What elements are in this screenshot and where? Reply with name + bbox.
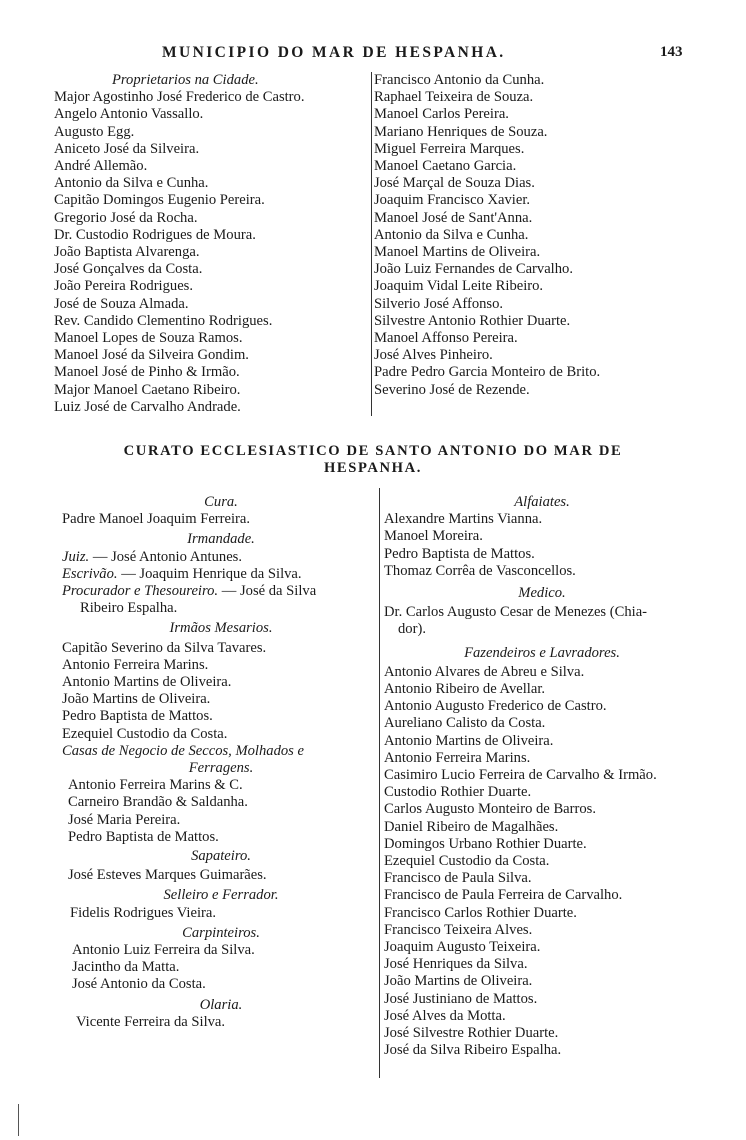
proprietario-name: José Gonçalves da Costa. <box>54 261 203 278</box>
proprietario-name: Manoel José da Silveira Gondim. <box>54 347 249 364</box>
casas-list <box>62 777 380 846</box>
proprietario-name: Joaquim Vidal Leite Ribeiro. <box>374 278 544 295</box>
proprietarios-list-right <box>374 72 704 399</box>
casa-negocio-name: Carneiro Brandão & Saldanha. <box>68 794 248 811</box>
proprietario-name: André Allemão. <box>54 158 148 175</box>
fazendeiro-name: Domingos Urbano Rothier Duarte. <box>384 835 587 852</box>
proprietario-name: Manoel Martins de Oliveira. <box>374 244 541 261</box>
fazendeiro-name: Casimiro Lucio Ferreira de Carvalho & Irmão. <box>384 767 657 784</box>
curato-left-column <box>62 494 380 1031</box>
sapateiro-heading: Sapateiro. <box>191 848 251 865</box>
proprietario-name: Silvestre Antonio Rothier Duarte. <box>374 312 571 329</box>
proprietario-name: Luiz José de Carvalho Andrade. <box>54 398 241 415</box>
fazendeiro-name: José Henriques da Silva. <box>384 956 528 973</box>
irmandade-heading: Irmandade. <box>187 531 255 548</box>
selleiro-heading: Selleiro e Ferrador. <box>163 887 279 904</box>
fazendeiros-list <box>384 664 700 1060</box>
proprietario-name: Joaquim Francisco Xavier. <box>374 192 531 209</box>
cura-name: Padre Manoel Joaquim Ferreira. <box>62 511 251 528</box>
fazendeiros-heading: Fazendeiros e Lavradores. <box>464 644 620 661</box>
mesarios-list <box>62 640 380 743</box>
cura-heading: Cura. <box>204 494 238 510</box>
proprietarios-heading: Proprietarios na Cidade. <box>112 72 259 88</box>
margin-mark <box>18 1104 19 1136</box>
casa-negocio-name: Antonio Ferreira Marins & C. <box>68 777 243 794</box>
proprietarios-right-column <box>374 72 704 399</box>
proprietario-name: Capitão Domingos Eugenio Pereira. <box>54 192 265 209</box>
page-title: MUNICIPIO DO MAR DE HESPANHA. <box>162 44 506 61</box>
proprietario-name: José de Souza Almada. <box>54 295 189 312</box>
mesario-name: Ezequiel Custodio da Costa. <box>62 725 228 742</box>
fazendeiro-name: José Silvestre Rothier Duarte. <box>384 1025 559 1042</box>
fazendeiro-name: Francisco Carlos Rothier Duarte. <box>384 904 577 921</box>
fazendeiro-name: José Alves da Motta. <box>384 1007 506 1024</box>
proprietario-name: Manoel José de Pinho & Irmão. <box>54 364 240 381</box>
fazendeiro-name: Antonio Ferreira Marins. <box>384 749 531 766</box>
sapateiro-name: José Esteves Marques Guimarães. <box>68 867 267 884</box>
mesario-name: João Martins de Oliveira. <box>62 691 211 708</box>
proprietario-name: Manoel Affonso Pereira. <box>374 330 518 347</box>
mesario-name: Capitão Severino da Silva Tavares. <box>62 639 267 656</box>
selleiro-name: Fidelis Rodrigues Vieira. <box>70 904 216 921</box>
fazendeiro-name: Francisco de Paula Silva. <box>384 870 532 887</box>
proprietario-name: Antonio da Silva e Cunha. <box>374 226 529 243</box>
proprietario-name: João Pereira Rodrigues. <box>54 278 194 295</box>
fazendeiro-name: Custodio Rothier Duarte. <box>384 784 532 801</box>
alfaiates-list <box>384 511 700 580</box>
alfaiate-name: Thomaz Corrêa de Vasconcellos. <box>384 562 576 579</box>
fazendeiro-name: Aureliano Calisto da Costa. <box>384 715 546 732</box>
proprietario-name: João Baptista Alvarenga. <box>54 244 200 261</box>
procurador-line: Procurador e Thesoureiro. — José da Silva <box>62 583 317 600</box>
proprietario-name: Gregorio José da Rocha. <box>54 209 198 226</box>
alfaiate-name: Alexandre Martins Vianna. <box>384 511 543 528</box>
fazendeiro-name: Joaquim Augusto Teixeira. <box>384 939 541 956</box>
carpinteiro-name: José Antonio da Costa. <box>72 976 206 993</box>
section-title: CURATO ECCLESIASTICO DE SANTO ANTONIO DO MAR DE HESPANHA. <box>123 443 623 476</box>
column-divider-top <box>371 72 372 416</box>
mesario-name: Pedro Baptista de Mattos. <box>62 708 213 725</box>
procurador-line-cont: Ribeiro Espalha. <box>80 600 178 617</box>
page-number: 143 <box>660 44 683 60</box>
carpinteiros-heading: Carpinteiros. <box>182 924 260 941</box>
fazendeiro-name: Antonio Martins de Oliveira. <box>384 732 554 749</box>
fazendeiro-name: Francisco de Paula Ferreira de Carvalho. <box>384 887 623 904</box>
proprietario-name: João Luiz Fernandes de Carvalho. <box>374 261 573 278</box>
medico-name-cont: dor). <box>398 621 426 638</box>
proprietario-name: José Marçal de Souza Dias. <box>374 175 535 192</box>
carpinteiro-name: Jacintho da Matta. <box>72 959 180 976</box>
fazendeiro-name: Antonio Alvares de Abreu e Silva. <box>384 663 585 680</box>
carpinteiros-list <box>62 942 380 994</box>
mesarios-heading: Irmãos Mesarios. <box>169 620 273 637</box>
proprietario-name: Manoel Caetano Garcia. <box>374 158 517 175</box>
casas-heading: Casas de Negocio de Seccos, Molhados e <box>62 742 304 759</box>
proprietario-name: Rev. Candido Clementino Rodrigues. <box>54 312 273 329</box>
proprietario-name: Manoel José de Sant'Anna. <box>374 209 533 226</box>
proprietario-name: Angelo Antonio Vassallo. <box>54 106 204 123</box>
proprietario-name: José Alves Pinheiro. <box>374 347 493 364</box>
fazendeiro-name: José da Silva Ribeiro Espalha. <box>384 1042 562 1059</box>
alfaiate-name: Pedro Baptista de Mattos. <box>384 545 535 562</box>
proprietario-name: Dr. Custodio Rodrigues de Moura. <box>54 226 256 243</box>
fazendeiro-name: Francisco Teixeira Alves. <box>384 921 533 938</box>
proprietario-name: Francisco Antonio da Cunha. <box>374 72 545 88</box>
fazendeiro-name: Antonio Augusto Frederico de Castro. <box>384 698 607 715</box>
proprietario-name: Severino José de Rezende. <box>374 381 530 398</box>
casas-heading-cont: Ferragens. <box>188 760 254 777</box>
fazendeiro-name: Carlos Augusto Monteiro de Barros. <box>384 801 596 818</box>
proprietario-name: Manoel Lopes de Souza Ramos. <box>54 330 243 347</box>
carpinteiro-name: Antonio Luiz Ferreira da Silva. <box>72 942 255 959</box>
proprietario-name: Major Agostinho José Frederico de Castro. <box>54 89 305 106</box>
proprietario-name: Padre Pedro Garcia Monteiro de Brito. <box>374 364 601 381</box>
fazendeiro-name: Daniel Ribeiro de Magalhães. <box>384 818 559 835</box>
alfaiate-name: Manoel Moreira. <box>384 528 483 545</box>
proprietario-name: Raphael Teixeira de Souza. <box>374 89 534 106</box>
fazendeiro-name: Ezequiel Custodio da Costa. <box>384 853 550 870</box>
fazendeiro-name: Antonio Ribeiro de Avellar. <box>384 681 546 698</box>
proprietario-name: Aniceto José da Silveira. <box>54 140 200 157</box>
proprietarios-left-column <box>54 72 366 416</box>
proprietario-name: Major Manoel Caetano Ribeiro. <box>54 381 241 398</box>
fazendeiro-name: João Martins de Oliveira. <box>384 973 533 990</box>
proprietario-name: Manoel Carlos Pereira. <box>374 106 509 123</box>
escrivao-line: Escrivão. — Joaquim Henrique da Silva. <box>62 565 302 582</box>
column-divider-bottom <box>379 488 380 1078</box>
mesario-name: Antonio Ferreira Marins. <box>62 656 209 673</box>
proprietario-name: Miguel Ferreira Marques. <box>374 140 525 157</box>
proprietario-name: Mariano Henriques de Souza. <box>374 123 548 140</box>
curato-right-column <box>384 494 700 1060</box>
alfaiates-heading: Alfaiates. <box>514 494 570 510</box>
medico-name: Dr. Carlos Augusto Cesar de Menezes (Chia- <box>384 604 648 621</box>
olaria-heading: Olaria. <box>199 996 243 1013</box>
casa-negocio-name: Pedro Baptista de Mattos. <box>68 828 219 845</box>
fazendeiro-name: José Justiniano de Mattos. <box>384 990 538 1007</box>
mesario-name: Antonio Martins de Oliveira. <box>62 674 232 691</box>
proprietario-name: Antonio da Silva e Cunha. <box>54 175 209 192</box>
medico-heading: Medico. <box>518 585 566 602</box>
olaria-name: Vicente Ferreira da Silva. <box>76 1013 226 1030</box>
casa-negocio-name: José Maria Pereira. <box>68 811 181 828</box>
juiz-line: Juiz. — José Antonio Antunes. <box>62 548 243 565</box>
page-header <box>0 44 746 66</box>
proprietario-name: Augusto Egg. <box>54 123 135 140</box>
proprietarios-list-left <box>54 89 366 416</box>
proprietario-name: Silverio José Affonso. <box>374 295 504 312</box>
